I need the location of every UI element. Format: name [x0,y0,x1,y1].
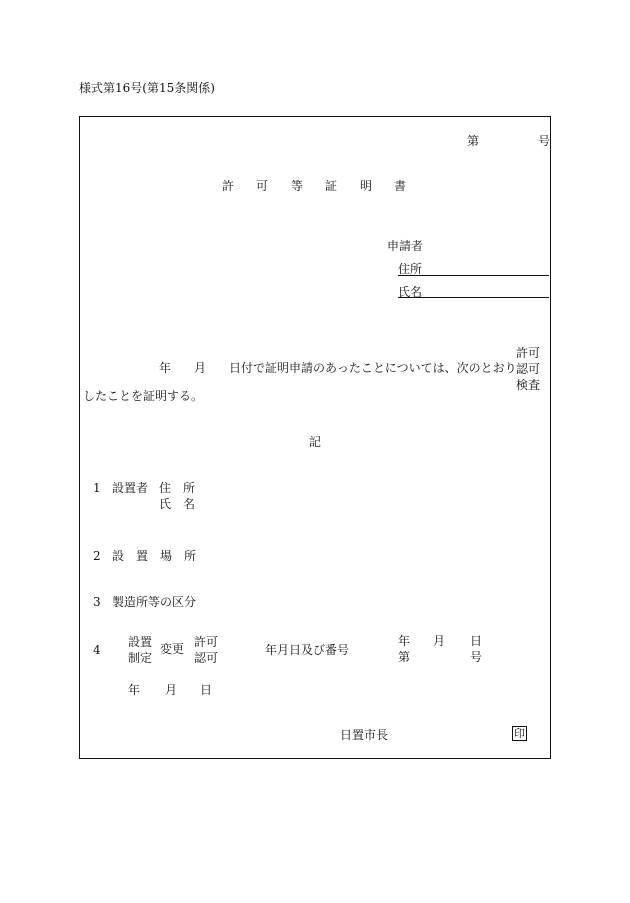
item4-change: 変更 [160,642,185,656]
item4-month: 月 [433,634,446,648]
option-approval: 認可 [516,362,541,376]
doc-number-prefix: 第 [467,134,480,148]
item4-setup: 設置 [128,635,153,649]
approval-options [516,345,540,393]
applicant-name-label: 氏名 [398,285,423,299]
ki-heading: 記 [309,435,322,449]
item4-dai: 第 [398,650,411,664]
title-char: 証 [325,179,338,193]
item4-day: 日 [470,634,483,648]
item1-number: 1 [93,481,101,495]
issue-year: 年 [128,683,141,697]
issuer-title: 日置市長 [340,728,389,742]
address-underline [398,275,549,276]
body-sentence-end: したことを証明する。 [83,389,204,403]
title-char: 許 [222,179,235,193]
item4-approve: 認可 [194,651,219,665]
seal-mark: 印 [514,727,525,740]
item4-go: 号 [470,650,483,664]
item3-label: 製造所等の区分 [112,595,197,609]
title-char: 等 [291,179,304,193]
body-year: 年 [159,361,172,375]
option-inspection: 検査 [516,378,541,392]
name-underline [398,297,549,298]
item1-address: 住 所 [159,481,196,495]
title-char: 可 [256,179,269,193]
doc-number-suffix: 号 [538,134,551,148]
item1-name: 氏 名 [159,497,196,511]
item4-date-label: 年月日及び番号 [265,643,350,657]
item1-label: 設置者 [112,481,149,495]
item2-number: 2 [93,549,101,563]
body-month: 月 [194,361,207,375]
body-sentence: 日付で証明申請のあったことについては、次のとおり [229,361,517,375]
issue-month: 月 [165,683,178,697]
issue-day: 日 [200,683,213,697]
item2-label: 設 置 場 所 [112,549,197,563]
item4-permit-options [194,634,218,666]
item4-type-options [128,634,152,666]
title-char: 明 [360,179,373,193]
item1-sub [159,480,195,512]
applicant-heading: 申請者 [387,239,424,253]
item4-number: 4 [93,643,101,657]
item3-number: 3 [93,595,101,609]
form-caption: 様式第16号(第15条関係) [79,81,215,95]
item4-permit: 許可 [194,635,219,649]
option-permit: 許可 [516,346,541,360]
applicant-address-label: 住所 [398,262,423,276]
item4-year: 年 [398,634,411,648]
title-char: 書 [394,179,407,193]
item4-enact: 制定 [128,651,153,665]
